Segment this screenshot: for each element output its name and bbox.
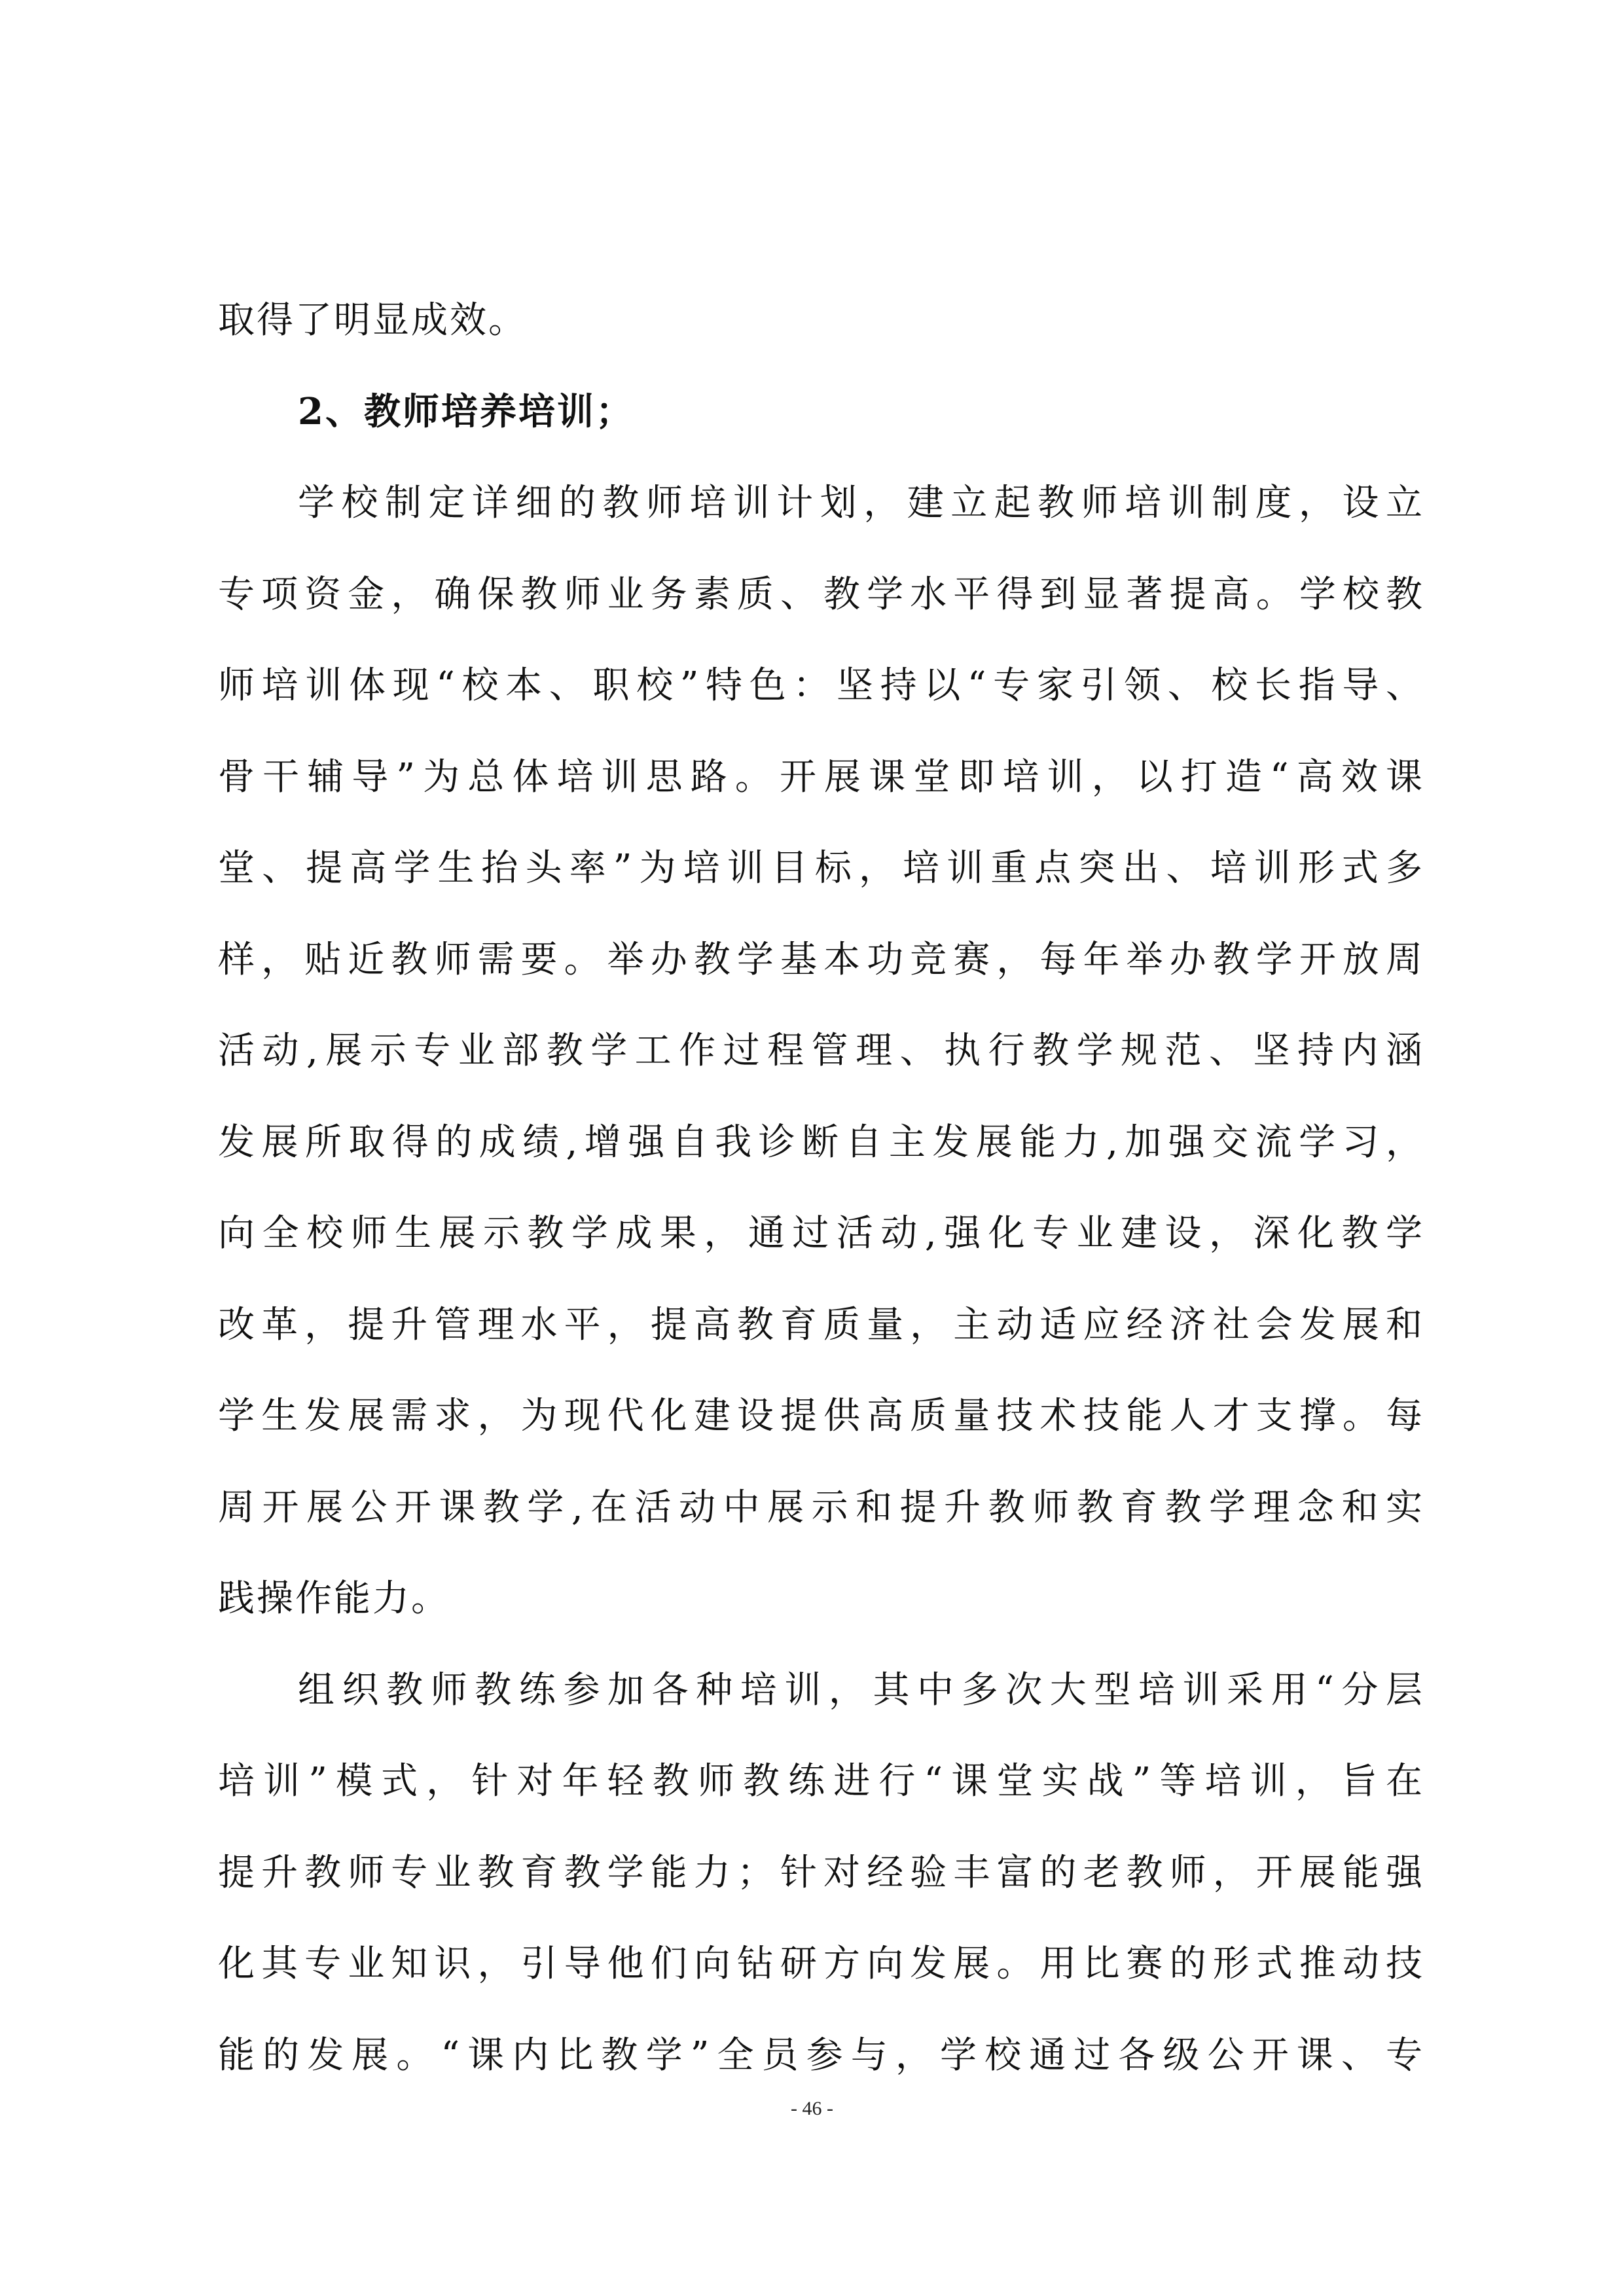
paragraph-line: 能的发展。“课内比教学”全员参与，学校通过各级公开课、专 bbox=[218, 2034, 1424, 2077]
paragraph-line: 提升教师专业教育教学能力；针对经验丰富的老教师，开展能强 bbox=[218, 1851, 1424, 1894]
paragraph-line: 组织教师教练参加各种培训，其中多次大型培训采用“分层 bbox=[298, 1668, 1424, 1712]
paragraph-line: 学生发展需求，为现代化建设提供高质量技术技能人才支撑。每 bbox=[218, 1395, 1424, 1437]
paragraph-line: 改革，提升管理水平，提高教育质量，主动适应经济社会发展和 bbox=[218, 1303, 1424, 1346]
paragraph-line: 培训”模式，针对年轻教师教练进行“课堂实战”等培训，旨在 bbox=[218, 1760, 1424, 1803]
paragraph-line: 践操作能力。 bbox=[218, 1577, 450, 1620]
paragraph-line: 专项资金，确保教师业务素质、教学水平得到显著提高。学校教 bbox=[218, 573, 1424, 616]
body-text bbox=[218, 275, 1424, 2101]
paragraph-line: 样，贴近教师需要。举办教学基本功竞赛，每年举办教学开放周 bbox=[218, 938, 1424, 981]
paragraph-line: 活动,展示专业部教学工作过程管理、执行教学规范、坚持内涵 bbox=[218, 1030, 1424, 1072]
paragraph-line: 师培训体现“校本、职校”特色：坚持以“专家引领、校长指导、 bbox=[218, 664, 1424, 707]
paragraph-line: 向全校师生展示教学成果，通过活动,强化专业建设，深化教学 bbox=[218, 1212, 1424, 1255]
paragraph-line: 骨干辅导”为总体培训思路。开展课堂即培训，以打造“高效课 bbox=[218, 755, 1424, 798]
paragraph-line: 学校制定详细的教师培训计划，建立起教师培训制度，设立 bbox=[298, 482, 1424, 524]
paragraph-line: 周开展公开课教学,在活动中展示和提升教师教育教学理念和实 bbox=[218, 1486, 1424, 1529]
paragraph-line: 发展所取得的成绩,增强自我诊断自主发展能力,加强交流学习， bbox=[218, 1121, 1424, 1164]
paragraph-line: 取得了明显成效。 bbox=[218, 299, 527, 342]
page-number: - 46 - bbox=[791, 2098, 833, 2119]
paragraph-line: 化其专业知识，引导他们向钻研方向发展。用比赛的形式推动技 bbox=[218, 1943, 1424, 1985]
section-heading: 2、教师培养培训； bbox=[298, 389, 634, 433]
paragraph-line: 堂、提高学生抬头率”为培训目标，培训重点突出、培训形式多 bbox=[218, 847, 1424, 889]
